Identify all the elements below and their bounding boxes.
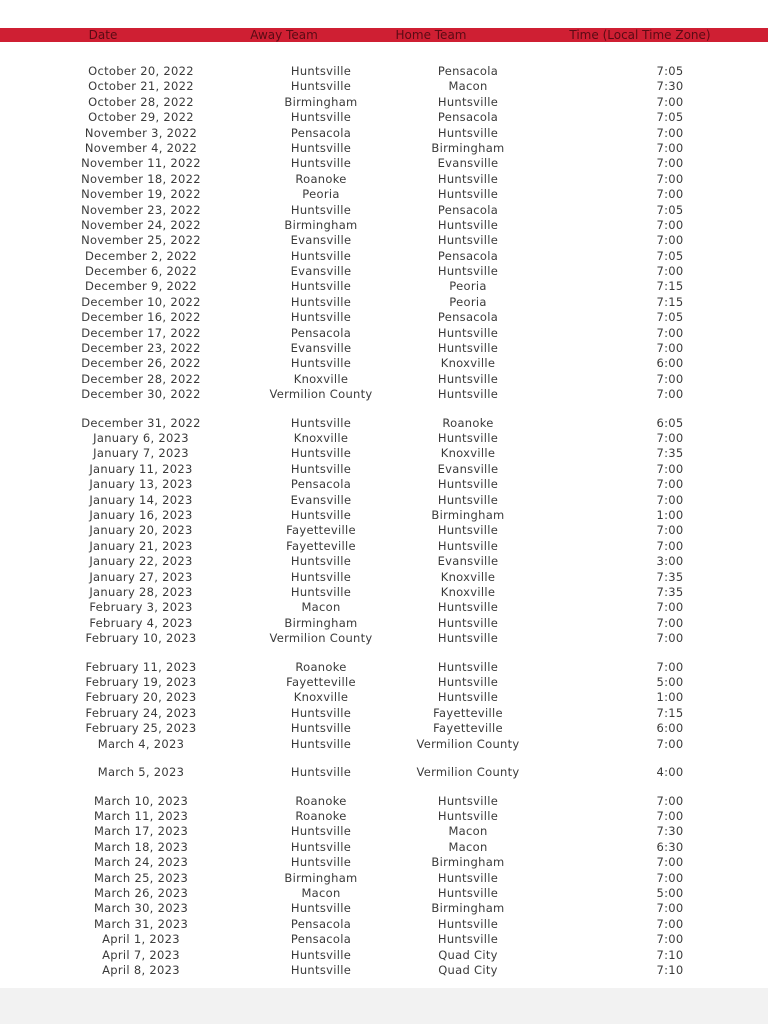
- date-cell: March 10, 2023: [93, 793, 189, 808]
- table-row: [0, 264, 768, 279]
- away-team-cell: Fayetteville: [286, 675, 356, 690]
- date-cell: March 24, 2023: [93, 855, 189, 870]
- away-team-cell: Birmingham: [284, 94, 358, 109]
- away-team-column-header: Away Team: [250, 28, 318, 42]
- away-team-cell: Birmingham: [284, 615, 358, 630]
- home-team-cell: Birmingham: [431, 901, 505, 916]
- time-cell: 7:00: [656, 659, 684, 674]
- table-row: [0, 110, 768, 125]
- home-team-cell: Huntsville: [437, 523, 499, 538]
- time-cell: 7:00: [656, 492, 684, 507]
- time-cell: 6:30: [656, 839, 684, 854]
- table-row: [0, 539, 768, 554]
- time-cell: 7:10: [656, 962, 684, 977]
- home-team-cell: Huntsville: [437, 631, 499, 646]
- time-cell: 3:00: [656, 554, 684, 569]
- home-team-cell: Birmingham: [431, 140, 505, 155]
- table-row: [0, 508, 768, 523]
- date-cell: December 28, 2022: [81, 371, 201, 386]
- time-cell: 7:00: [656, 187, 684, 202]
- date-cell: March 31, 2023: [93, 916, 189, 931]
- time-cell: 4:00: [656, 765, 684, 780]
- away-team-cell: Huntsville: [290, 248, 352, 263]
- away-team-cell: Huntsville: [290, 855, 352, 870]
- home-team-cell: Fayetteville: [433, 705, 503, 720]
- date-cell: February 3, 2023: [89, 600, 193, 615]
- date-cell: April 1, 2023: [102, 932, 180, 947]
- away-team-cell: Pensacola: [290, 477, 352, 492]
- time-cell: 7:15: [656, 279, 684, 294]
- table-row: [0, 79, 768, 94]
- home-team-column-header: Home Team: [395, 28, 467, 42]
- table-row: [0, 901, 768, 916]
- home-team-cell: Macon: [448, 79, 488, 94]
- time-cell: 7:05: [656, 110, 684, 125]
- away-team-cell: Huntsville: [290, 294, 352, 309]
- home-team-cell: Huntsville: [437, 932, 499, 947]
- home-team-cell: Pensacola: [437, 310, 499, 325]
- away-team-cell: Huntsville: [290, 721, 352, 736]
- table-row: [0, 341, 768, 356]
- away-team-cell: Huntsville: [290, 79, 352, 94]
- table-row: [0, 372, 768, 387]
- home-team-cell: Huntsville: [437, 916, 499, 931]
- date-cell: January 11, 2023: [89, 461, 193, 476]
- table-row: [0, 675, 768, 690]
- table-row: [0, 416, 768, 431]
- date-cell: February 20, 2023: [85, 690, 197, 705]
- date-cell: February 4, 2023: [89, 615, 193, 630]
- time-cell: 7:00: [656, 600, 684, 615]
- home-team-cell: Huntsville: [437, 809, 499, 824]
- date-cell: December 16, 2022: [81, 310, 201, 325]
- date-cell: January 6, 2023: [93, 431, 189, 446]
- away-team-cell: Evansville: [290, 492, 352, 507]
- away-team-cell: Vermilion County: [269, 631, 373, 646]
- date-cell: March 18, 2023: [93, 839, 189, 854]
- home-team-cell: Huntsville: [437, 125, 499, 140]
- date-cell: October 28, 2022: [88, 94, 194, 109]
- time-cell: 6:05: [656, 415, 684, 430]
- home-team-cell: Huntsville: [437, 659, 499, 674]
- away-team-cell: Fayetteville: [286, 538, 356, 553]
- away-team-cell: Peoria: [302, 187, 340, 202]
- date-cell: November 24, 2022: [81, 217, 201, 232]
- table-row: [0, 631, 768, 660]
- home-team-cell: Macon: [448, 824, 488, 839]
- away-team-cell: Huntsville: [290, 824, 352, 839]
- table-row: [0, 690, 768, 705]
- date-cell: October 29, 2022: [88, 110, 194, 125]
- time-cell: 7:05: [656, 248, 684, 263]
- home-team-cell: Huntsville: [437, 600, 499, 615]
- table-row: [0, 462, 768, 477]
- away-team-cell: Evansville: [290, 341, 352, 356]
- away-team-cell: Macon: [301, 600, 341, 615]
- home-team-cell: Pensacola: [437, 64, 499, 78]
- time-cell: 7:00: [656, 233, 684, 248]
- time-cell: 7:00: [656, 901, 684, 916]
- table-row: [0, 855, 768, 870]
- table-row: [0, 126, 768, 141]
- date-cell: December 26, 2022: [81, 356, 201, 371]
- time-cell: 7:00: [656, 932, 684, 947]
- home-team-cell: Huntsville: [437, 233, 499, 248]
- home-team-cell: Huntsville: [437, 675, 499, 690]
- away-team-cell: Pensacola: [290, 325, 352, 340]
- away-team-cell: Huntsville: [290, 415, 352, 430]
- table-row: [0, 233, 768, 248]
- home-team-cell: Huntsville: [437, 492, 499, 507]
- date-cell: February 19, 2023: [85, 675, 197, 690]
- away-team-cell: Huntsville: [290, 569, 352, 584]
- home-team-cell: Pensacola: [437, 110, 499, 125]
- table-row: [0, 279, 768, 294]
- home-team-cell: Knoxville: [440, 446, 496, 461]
- home-team-cell: Huntsville: [437, 615, 499, 630]
- away-team-cell: Huntsville: [290, 962, 352, 977]
- time-cell: 7:15: [656, 294, 684, 309]
- home-team-cell: Evansville: [437, 554, 499, 569]
- home-team-cell: Huntsville: [437, 387, 499, 402]
- home-team-cell: Huntsville: [437, 793, 499, 808]
- table-row: [0, 172, 768, 187]
- time-cell: 7:00: [656, 916, 684, 931]
- table-row: [0, 706, 768, 721]
- home-team-cell: Birmingham: [431, 508, 505, 523]
- table-row: [0, 570, 768, 585]
- time-cell: 7:00: [656, 855, 684, 870]
- home-team-cell: Huntsville: [437, 264, 499, 279]
- date-cell: January 20, 2023: [89, 523, 193, 538]
- time-cell: 7:00: [656, 371, 684, 386]
- date-cell: November 18, 2022: [81, 171, 201, 186]
- home-team-cell: Pensacola: [437, 248, 499, 263]
- home-team-cell: Knoxville: [440, 569, 496, 584]
- time-cell: 7:00: [656, 387, 684, 402]
- table-row: [0, 585, 768, 600]
- away-team-cell: Huntsville: [290, 947, 352, 962]
- away-team-cell: Huntsville: [290, 554, 352, 569]
- date-cell: November 19, 2022: [81, 187, 201, 202]
- away-team-cell: Huntsville: [290, 461, 352, 476]
- home-team-cell: Huntsville: [437, 341, 499, 356]
- time-cell: 7:35: [656, 446, 684, 461]
- home-team-cell: Evansville: [437, 156, 499, 171]
- time-cell: 7:00: [656, 736, 684, 751]
- away-team-cell: Huntsville: [290, 140, 352, 155]
- home-team-cell: Huntsville: [437, 431, 499, 446]
- home-team-cell: Knoxville: [440, 585, 496, 599]
- schedule-table-body: [0, 64, 768, 978]
- date-cell: February 10, 2023: [85, 631, 197, 646]
- table-row: [0, 141, 768, 156]
- away-team-cell: Huntsville: [290, 901, 352, 916]
- away-team-cell: Huntsville: [290, 310, 352, 325]
- table-row: [0, 840, 768, 855]
- home-team-cell: Roanoke: [442, 415, 494, 430]
- away-team-cell: Huntsville: [290, 446, 352, 461]
- date-cell: December 10, 2022: [81, 294, 201, 309]
- time-cell: 7:05: [656, 310, 684, 325]
- away-team-cell: Huntsville: [290, 356, 352, 371]
- table-row: [0, 871, 768, 886]
- home-team-cell: Peoria: [449, 279, 487, 294]
- time-cell: 7:05: [656, 64, 684, 78]
- time-cell: 7:00: [656, 125, 684, 140]
- date-cell: January 22, 2023: [89, 554, 193, 569]
- table-row: [0, 794, 768, 809]
- date-cell: January 28, 2023: [89, 585, 193, 599]
- date-cell: January 21, 2023: [89, 538, 193, 553]
- date-cell: November 3, 2022: [84, 125, 198, 140]
- date-cell: March 30, 2023: [93, 901, 189, 916]
- time-cell: 7:00: [656, 140, 684, 155]
- date-cell: November 23, 2022: [81, 202, 201, 217]
- time-cell: 5:00: [656, 885, 684, 900]
- table-row: [0, 660, 768, 675]
- date-cell: December 23, 2022: [81, 341, 201, 356]
- time-cell: 7:00: [656, 341, 684, 356]
- away-team-cell: Fayetteville: [286, 523, 356, 538]
- time-cell: 7:00: [656, 615, 684, 630]
- home-team-cell: Huntsville: [437, 171, 499, 186]
- table-row: [0, 295, 768, 310]
- table-row: [0, 477, 768, 492]
- table-header: [0, 28, 768, 42]
- home-team-cell: Peoria: [449, 294, 487, 309]
- table-row: [0, 493, 768, 508]
- date-cell: December 17, 2022: [81, 325, 201, 340]
- home-team-cell: Vermilion County: [416, 765, 520, 780]
- away-team-cell: Knoxville: [293, 371, 349, 386]
- time-cell: 7:00: [656, 325, 684, 340]
- date-cell: March 11, 2023: [93, 809, 189, 824]
- date-cell: December 30, 2022: [81, 387, 201, 402]
- time-cell: 7:00: [656, 156, 684, 171]
- home-team-cell: Huntsville: [437, 371, 499, 386]
- date-cell: April 8, 2023: [102, 962, 180, 977]
- date-cell: December 6, 2022: [85, 264, 197, 279]
- table-row: [0, 737, 768, 766]
- table-row: [0, 886, 768, 901]
- away-team-cell: Birmingham: [284, 870, 358, 885]
- home-team-cell: Huntsville: [437, 217, 499, 232]
- date-cell: March 26, 2023: [93, 885, 189, 900]
- time-cell: 6:00: [656, 721, 684, 736]
- time-cell: 7:35: [656, 569, 684, 584]
- table-row: [0, 765, 768, 794]
- time-cell: 7:00: [656, 809, 684, 824]
- away-team-cell: Evansville: [290, 233, 352, 248]
- time-cell: 6:00: [656, 356, 684, 371]
- date-cell: February 25, 2023: [85, 721, 197, 736]
- home-team-cell: Huntsville: [437, 690, 499, 705]
- time-cell: 7:00: [656, 171, 684, 186]
- home-team-cell: Huntsville: [437, 885, 499, 900]
- away-team-cell: Birmingham: [284, 217, 358, 232]
- time-cell: 7:00: [656, 523, 684, 538]
- date-cell: December 2, 2022: [85, 248, 197, 263]
- away-team-cell: Huntsville: [290, 736, 352, 751]
- date-cell: November 11, 2022: [81, 156, 201, 171]
- date-column-header: Date: [88, 28, 118, 42]
- away-team-cell: Pensacola: [290, 125, 352, 140]
- table-row: [0, 356, 768, 371]
- table-row: [0, 809, 768, 824]
- table-row: [0, 203, 768, 218]
- away-team-cell: Evansville: [290, 264, 352, 279]
- home-team-cell: Birmingham: [431, 855, 505, 870]
- away-team-cell: Huntsville: [290, 64, 352, 78]
- away-team-cell: Huntsville: [290, 705, 352, 720]
- away-team-cell: Pensacola: [290, 932, 352, 947]
- home-team-cell: Huntsville: [437, 325, 499, 340]
- table-row: [0, 948, 768, 963]
- table-row: [0, 824, 768, 839]
- away-team-cell: Huntsville: [290, 508, 352, 523]
- time-cell: 7:00: [656, 477, 684, 492]
- date-cell: March 17, 2023: [93, 824, 189, 839]
- time-cell: 1:00: [656, 690, 684, 705]
- date-cell: November 25, 2022: [81, 233, 201, 248]
- away-team-cell: Huntsville: [290, 585, 352, 599]
- date-cell: January 14, 2023: [89, 492, 193, 507]
- date-cell: October 20, 2022: [88, 64, 194, 78]
- away-team-cell: Macon: [301, 885, 341, 900]
- date-cell: March 25, 2023: [93, 870, 189, 885]
- time-cell: 5:00: [656, 675, 684, 690]
- date-cell: February 24, 2023: [85, 705, 197, 720]
- table-row: [0, 187, 768, 202]
- away-team-cell: Roanoke: [295, 659, 347, 674]
- away-team-cell: Huntsville: [290, 202, 352, 217]
- away-team-cell: Huntsville: [290, 765, 352, 780]
- table-row: [0, 446, 768, 461]
- table-row: [0, 431, 768, 446]
- date-cell: October 21, 2022: [88, 79, 194, 94]
- date-cell: November 4, 2022: [84, 140, 198, 155]
- time-cell: 7:30: [656, 824, 684, 839]
- home-team-cell: Huntsville: [437, 94, 499, 109]
- time-cell: 7:00: [656, 431, 684, 446]
- table-row: [0, 963, 768, 978]
- date-cell: January 7, 2023: [93, 446, 189, 461]
- time-cell: 7:05: [656, 202, 684, 217]
- date-cell: March 5, 2023: [97, 765, 185, 780]
- away-team-cell: Knoxville: [293, 431, 349, 446]
- home-team-cell: Quad City: [438, 947, 498, 962]
- time-cell: 7:00: [656, 461, 684, 476]
- date-cell: January 16, 2023: [89, 508, 193, 523]
- date-cell: April 7, 2023: [102, 947, 180, 962]
- home-team-cell: Quad City: [438, 962, 498, 977]
- time-cell: 7:00: [656, 538, 684, 553]
- home-team-cell: Knoxville: [440, 356, 496, 371]
- time-cell: 7:00: [656, 264, 684, 279]
- away-team-cell: Huntsville: [290, 156, 352, 171]
- home-team-cell: Huntsville: [437, 187, 499, 202]
- home-team-cell: Evansville: [437, 461, 499, 476]
- away-team-cell: Roanoke: [295, 171, 347, 186]
- table-row: [0, 95, 768, 110]
- time-cell: 7:30: [656, 79, 684, 94]
- away-team-cell: Roanoke: [295, 793, 347, 808]
- time-cell: 7:00: [656, 217, 684, 232]
- table-row: [0, 249, 768, 264]
- home-team-cell: Macon: [448, 839, 488, 854]
- away-team-cell: Huntsville: [290, 839, 352, 854]
- away-team-cell: Huntsville: [290, 110, 352, 125]
- table-row: [0, 156, 768, 171]
- table-row: [0, 554, 768, 569]
- date-cell: December 31, 2022: [81, 415, 201, 430]
- date-cell: January 27, 2023: [89, 569, 193, 584]
- table-row: [0, 523, 768, 538]
- away-team-cell: Vermilion County: [269, 387, 373, 402]
- time-cell: 7:00: [656, 94, 684, 109]
- date-cell: December 9, 2022: [85, 279, 197, 294]
- home-team-cell: Huntsville: [437, 870, 499, 885]
- away-team-cell: Huntsville: [290, 279, 352, 294]
- home-team-cell: Huntsville: [437, 477, 499, 492]
- table-row: [0, 64, 768, 79]
- time-cell: 1:00: [656, 508, 684, 523]
- table-row: [0, 917, 768, 932]
- away-team-cell: Pensacola: [290, 916, 352, 931]
- date-cell: January 13, 2023: [89, 477, 193, 492]
- home-team-cell: Fayetteville: [433, 721, 503, 736]
- table-row: [0, 326, 768, 341]
- home-team-cell: Huntsville: [437, 538, 499, 553]
- home-team-cell: Pensacola: [437, 202, 499, 217]
- away-team-cell: Roanoke: [295, 809, 347, 824]
- time-cell: 7:15: [656, 705, 684, 720]
- time-cell: 7:00: [656, 870, 684, 885]
- table-row: [0, 218, 768, 233]
- table-row: [0, 616, 768, 631]
- time-cell: 7:00: [656, 631, 684, 646]
- time-cell: 7:10: [656, 947, 684, 962]
- table-row: [0, 387, 768, 416]
- table-row: [0, 310, 768, 325]
- table-row: [0, 932, 768, 947]
- table-row: [0, 600, 768, 615]
- time-column-header: Time (Local Time Zone): [569, 28, 711, 42]
- date-cell: March 4, 2023: [97, 736, 185, 751]
- date-cell: February 11, 2023: [85, 659, 197, 674]
- time-cell: 7:35: [656, 585, 684, 599]
- time-cell: 7:00: [656, 793, 684, 808]
- away-team-cell: Knoxville: [293, 690, 349, 705]
- home-team-cell: Vermilion County: [416, 736, 520, 751]
- table-row: [0, 721, 768, 736]
